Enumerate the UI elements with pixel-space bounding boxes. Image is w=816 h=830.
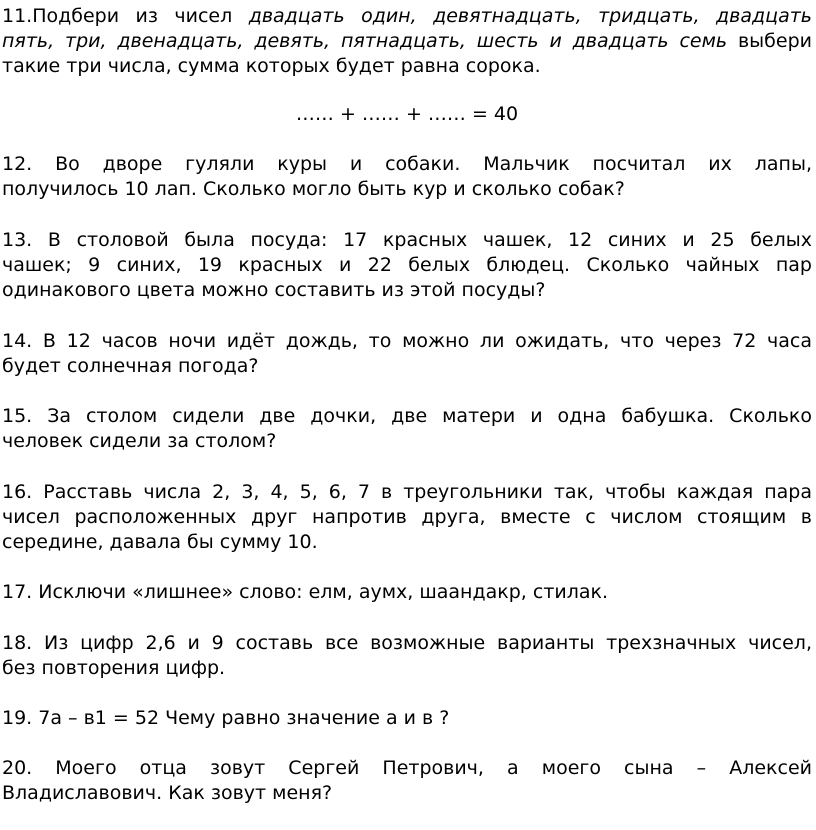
problem-16-line-1: 16. Расставь числа 2, 3, 4, 5, 6, 7 в треугольники так, чтобы каждая пара (2, 481, 812, 503)
problem-14-line-1: 14. В 12 часов ночи идёт дождь, то можно ли ожидать, что через 72 часа (2, 330, 812, 352)
problem-11-line-3: такие три числа, сумма которых будет равна сорока. (2, 55, 541, 77)
problem-20-line-1: 20. Моего отца зовут Сергей Петрович, а моего сына – Алексей (2, 757, 812, 779)
problem-11-numbers-part-1: двадцать один, девятнадцать, тридцать, двадцать (248, 5, 812, 27)
problem-14-line-2: будет солнечная погода? (2, 355, 259, 377)
problem-12-line-2: получилось 10 лап. Сколько могло быть кур и сколько собак? (2, 178, 625, 200)
problem-11-choose: выбери (727, 30, 812, 52)
problem-11-line-2 (2, 28, 812, 54)
problem-18-line-1: 18. Из цифр 2,6 и 9 составь все возможные варианты трехзначных чисел, (2, 632, 812, 654)
problem-16-line-2: чисел расположенных друг напротив друга, вместе с числом стоящим в (2, 506, 812, 528)
problem-20-line-2: Владиславович. Как зовут меня? (2, 782, 333, 804)
problem-16-line-3: середине, давала бы сумму 10. (2, 531, 318, 553)
problem-19-line-1: 19. 7а – в1 = 52 Чему равно значение а и в ? (2, 707, 450, 729)
problem-12-line-1: 12. Во дворе гуляли куры и собаки. Мальчик посчитал их лапы, (2, 153, 812, 175)
problem-17-line-1: 17. Исключи «лишнее» слово: елм, аумх, шаандакр, стилак. (2, 581, 609, 603)
problem-11-numbers-part-2: пять, три, двенадцать, девять, пятнадцать, шесть и двадцать семь (2, 30, 728, 52)
problem-15-line-2: человек сидели за столом? (2, 430, 277, 452)
problem-18-line-2: без повторения цифр. (2, 657, 226, 679)
problem-11-line-1 (2, 3, 812, 29)
problem-15-line-1: 15. За столом сидели две дочки, две матери и одна бабушка. Сколько (2, 405, 812, 427)
problem-13-line-1: 13. В столовой была посуда: 17 красных чашек, 12 синих и 25 белых (2, 229, 812, 251)
problem-11-intro: 11.Подбери из чисел (2, 5, 249, 27)
problem-11-equation: …… + …… + …… = 40 (295, 103, 519, 125)
problem-13-line-3: одинакового цвета можно составить из этой посуды? (2, 279, 546, 301)
problem-13-line-2: чашек; 9 синих, 19 красных и 22 белых блюдец. Сколько чайных пар (2, 254, 812, 276)
